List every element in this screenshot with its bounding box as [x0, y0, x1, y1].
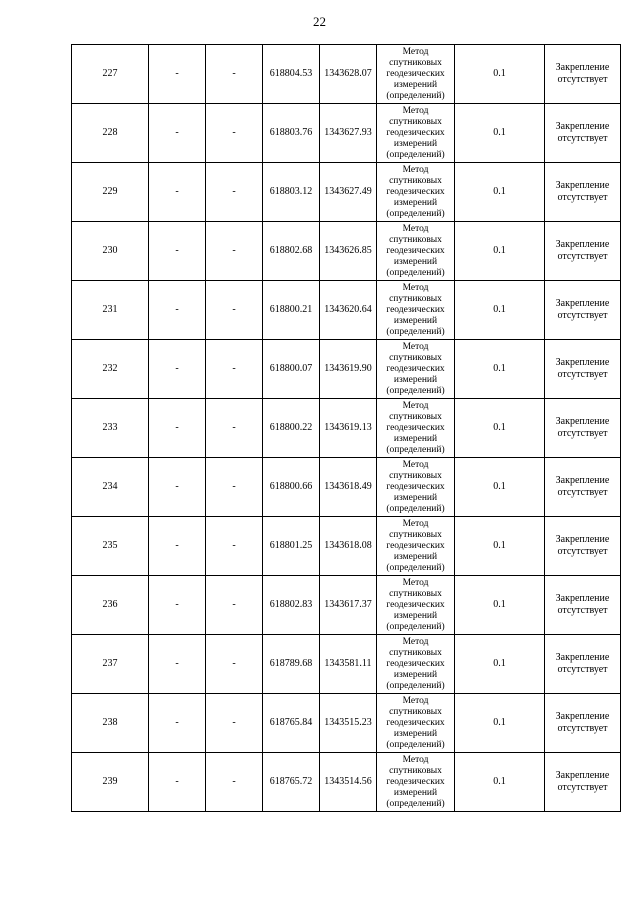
y-coordinate-cell: 1343617.37: [320, 576, 377, 635]
fixing-cell: Закрепление отсутствует: [545, 340, 621, 399]
method-cell: Метод спутниковых геодезических измерений (определений): [377, 753, 455, 812]
accuracy-cell: 0.1: [455, 340, 545, 399]
point-number-cell: 228: [72, 104, 149, 163]
accuracy-cell: 0.1: [455, 576, 545, 635]
x-coordinate-cell: 618765.84: [263, 694, 320, 753]
dash-cell: -: [206, 576, 263, 635]
dash-cell: -: [206, 281, 263, 340]
dash-cell: -: [149, 163, 206, 222]
method-cell: Метод спутниковых геодезических измерений (определений): [377, 458, 455, 517]
x-coordinate-cell: 618803.12: [263, 163, 320, 222]
method-cell: Метод спутниковых геодезических измерений (определений): [377, 576, 455, 635]
dash-cell: -: [149, 340, 206, 399]
dash-cell: -: [149, 635, 206, 694]
accuracy-cell: 0.1: [455, 222, 545, 281]
accuracy-cell: 0.1: [455, 163, 545, 222]
point-number-cell: 233: [72, 399, 149, 458]
fixing-cell: Закрепление отсутствует: [545, 399, 621, 458]
fixing-cell: Закрепление отсутствует: [545, 104, 621, 163]
x-coordinate-cell: 618801.25: [263, 517, 320, 576]
point-number-cell: 234: [72, 458, 149, 517]
accuracy-cell: 0.1: [455, 399, 545, 458]
dash-cell: -: [206, 694, 263, 753]
dash-cell: -: [206, 517, 263, 576]
point-number-cell: 237: [72, 635, 149, 694]
dash-cell: -: [206, 635, 263, 694]
table-row: [72, 340, 621, 399]
method-cell: Метод спутниковых геодезических измерений (определений): [377, 163, 455, 222]
point-number-cell: 229: [72, 163, 149, 222]
dash-cell: -: [149, 222, 206, 281]
method-cell: Метод спутниковых геодезических измерений (определений): [377, 399, 455, 458]
accuracy-cell: 0.1: [455, 45, 545, 104]
y-coordinate-cell: 1343515.23: [320, 694, 377, 753]
y-coordinate-cell: 1343627.93: [320, 104, 377, 163]
x-coordinate-cell: 618802.68: [263, 222, 320, 281]
x-coordinate-cell: 618765.72: [263, 753, 320, 812]
fixing-cell: Закрепление отсутствует: [545, 517, 621, 576]
dash-cell: -: [206, 399, 263, 458]
x-coordinate-cell: 618789.68: [263, 635, 320, 694]
table-row: [72, 104, 621, 163]
y-coordinate-cell: 1343628.07: [320, 45, 377, 104]
x-coordinate-cell: 618803.76: [263, 104, 320, 163]
fixing-cell: Закрепление отсутствует: [545, 458, 621, 517]
dash-cell: -: [206, 340, 263, 399]
point-number-cell: 230: [72, 222, 149, 281]
point-number-cell: 239: [72, 753, 149, 812]
accuracy-cell: 0.1: [455, 694, 545, 753]
y-coordinate-cell: 1343514.56: [320, 753, 377, 812]
x-coordinate-cell: 618804.53: [263, 45, 320, 104]
dash-cell: -: [149, 399, 206, 458]
dash-cell: -: [206, 163, 263, 222]
dash-cell: -: [206, 45, 263, 104]
method-cell: Метод спутниковых геодезических измерений (определений): [377, 694, 455, 753]
y-coordinate-cell: 1343618.08: [320, 517, 377, 576]
fixing-cell: Закрепление отсутствует: [545, 753, 621, 812]
x-coordinate-cell: 618800.07: [263, 340, 320, 399]
accuracy-cell: 0.1: [455, 458, 545, 517]
dash-cell: -: [149, 45, 206, 104]
dash-cell: -: [149, 104, 206, 163]
table-row: [72, 45, 621, 104]
accuracy-cell: 0.1: [455, 517, 545, 576]
fixing-cell: Закрепление отсутствует: [545, 635, 621, 694]
table-row: [72, 222, 621, 281]
dash-cell: -: [149, 458, 206, 517]
point-number-cell: 231: [72, 281, 149, 340]
point-number-cell: 232: [72, 340, 149, 399]
dash-cell: -: [149, 576, 206, 635]
method-cell: Метод спутниковых геодезических измерений (определений): [377, 45, 455, 104]
table-row: [72, 635, 621, 694]
dash-cell: -: [206, 753, 263, 812]
table-row: [72, 576, 621, 635]
accuracy-cell: 0.1: [455, 104, 545, 163]
dash-cell: -: [206, 458, 263, 517]
table-row: [72, 753, 621, 812]
page-number: 22: [313, 14, 326, 29]
x-coordinate-cell: 618800.22: [263, 399, 320, 458]
dash-cell: -: [149, 753, 206, 812]
table-row: [72, 399, 621, 458]
coordinates-table: [71, 44, 621, 812]
x-coordinate-cell: 618800.21: [263, 281, 320, 340]
y-coordinate-cell: 1343620.64: [320, 281, 377, 340]
table-row: [72, 517, 621, 576]
dash-cell: -: [206, 104, 263, 163]
method-cell: Метод спутниковых геодезических измерений (определений): [377, 281, 455, 340]
method-cell: Метод спутниковых геодезических измерений (определений): [377, 104, 455, 163]
dash-cell: -: [206, 222, 263, 281]
accuracy-cell: 0.1: [455, 281, 545, 340]
y-coordinate-cell: 1343618.49: [320, 458, 377, 517]
accuracy-cell: 0.1: [455, 753, 545, 812]
point-number-cell: 235: [72, 517, 149, 576]
table-row: [72, 694, 621, 753]
dash-cell: -: [149, 281, 206, 340]
x-coordinate-cell: 618800.66: [263, 458, 320, 517]
table-row: [72, 458, 621, 517]
y-coordinate-cell: 1343619.90: [320, 340, 377, 399]
method-cell: Метод спутниковых геодезических измерений (определений): [377, 222, 455, 281]
method-cell: Метод спутниковых геодезических измерений (определений): [377, 517, 455, 576]
y-coordinate-cell: 1343626.85: [320, 222, 377, 281]
dash-cell: -: [149, 694, 206, 753]
fixing-cell: Закрепление отсутствует: [545, 281, 621, 340]
x-coordinate-cell: 618802.83: [263, 576, 320, 635]
table-row: [72, 281, 621, 340]
point-number-cell: 238: [72, 694, 149, 753]
y-coordinate-cell: 1343581.11: [320, 635, 377, 694]
coordinates-table-body: [72, 45, 621, 812]
method-cell: Метод спутниковых геодезических измерений (определений): [377, 635, 455, 694]
fixing-cell: Закрепление отсутствует: [545, 163, 621, 222]
table-row: [72, 163, 621, 222]
point-number-cell: 236: [72, 576, 149, 635]
accuracy-cell: 0.1: [455, 635, 545, 694]
dash-cell: -: [149, 517, 206, 576]
fixing-cell: Закрепление отсутствует: [545, 222, 621, 281]
y-coordinate-cell: 1343627.49: [320, 163, 377, 222]
fixing-cell: Закрепление отсутствует: [545, 576, 621, 635]
method-cell: Метод спутниковых геодезических измерений (определений): [377, 340, 455, 399]
point-number-cell: 227: [72, 45, 149, 104]
fixing-cell: Закрепление отсутствует: [545, 694, 621, 753]
fixing-cell: Закрепление отсутствует: [545, 45, 621, 104]
y-coordinate-cell: 1343619.13: [320, 399, 377, 458]
